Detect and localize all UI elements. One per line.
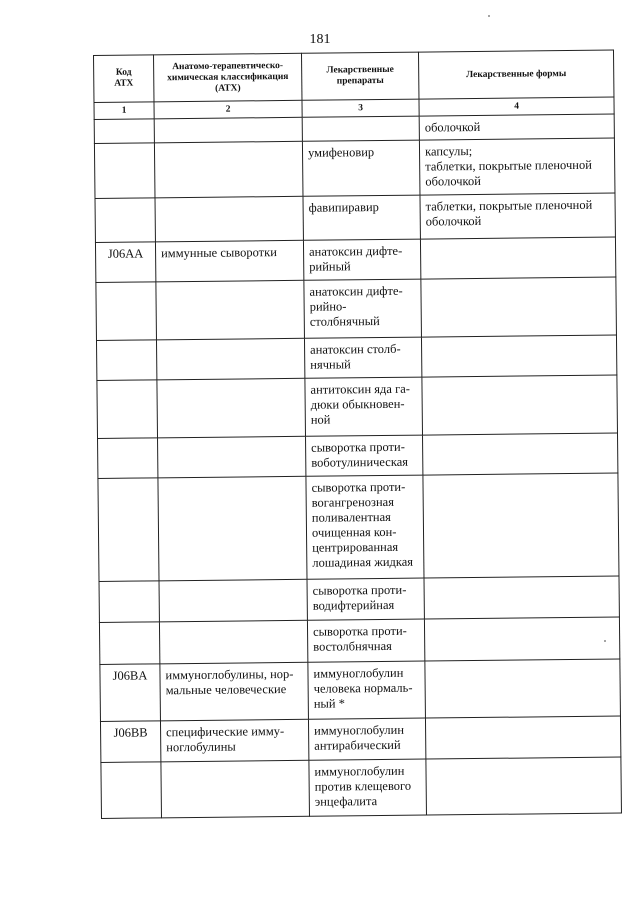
form-cell: капсулы; таблетки, покрытые пленочной оболочкой [419, 138, 615, 195]
form-cell [425, 659, 621, 718]
code-cell: J06AA [95, 242, 155, 283]
drug-cell: умифеновир [302, 140, 420, 196]
column-number: 1 [94, 102, 154, 120]
table-row [96, 335, 616, 380]
drug-cell: сыворотка проти- вогангренозная поливалентная очищенная кон- центрированная лошадиная жидкая [306, 475, 424, 579]
form-cell [420, 237, 615, 279]
code-cell [101, 762, 162, 819]
drug-cell: иммуноглобулин против клещевого энцефалита [309, 759, 427, 816]
form-cell [422, 375, 618, 435]
classification-cell [155, 196, 303, 242]
code-cell [98, 438, 158, 479]
column-number: 3 [302, 99, 419, 117]
code-cell [95, 198, 155, 243]
form-cell: таблетки, покрытые пленочной оболочкой [420, 193, 615, 239]
classification-cell [154, 141, 303, 198]
table-body [94, 114, 621, 818]
table-row [95, 237, 615, 282]
classification-cell: специфические имму- ноглобулины [160, 719, 308, 762]
form-cell [423, 473, 619, 578]
drug-cell: сыворотка проти- воботулиническая [306, 435, 423, 476]
classification-cell [159, 579, 307, 622]
classification-cell: иммуноглобулины, нор- мальные человеческие [160, 662, 309, 721]
code-cell [96, 340, 156, 381]
classification-cell [156, 280, 305, 340]
form-cell: оболочкой [419, 114, 614, 140]
classification-cell [158, 476, 307, 581]
classification-cell: иммунные сыворотки [155, 240, 303, 282]
code-cell [97, 380, 158, 439]
code-cell [98, 478, 159, 582]
header-classification: Анатомо-терапевтическо- химическая классификация (АТХ) [154, 53, 302, 102]
table-row [98, 433, 618, 478]
drug-cell: фавипиравир [303, 195, 420, 240]
code-cell: J06BA [100, 664, 161, 722]
table-row [101, 757, 622, 818]
scan-speck [488, 15, 490, 17]
scan-speck [604, 640, 606, 642]
drug-cell: иммуноглобулин антирабический [308, 718, 425, 760]
drug-cell: антитоксин яда га- дюки обыкновен- ной [305, 377, 423, 436]
form-cell [424, 576, 619, 619]
table-row [94, 138, 615, 198]
table-row [97, 375, 618, 438]
column-number: 4 [419, 97, 614, 116]
drug-cell: анатоксин дифте- рийный [303, 239, 420, 280]
table-row [99, 576, 619, 622]
classification-cell [161, 760, 310, 818]
atx-table [93, 50, 622, 819]
page-number: 181 [309, 32, 331, 47]
code-cell [99, 622, 159, 665]
drug-cell: анатоксин столб- нячный [304, 337, 421, 378]
code-cell [99, 581, 159, 623]
form-cell [424, 617, 619, 661]
drug-cell: сыворотка проти- водифтерийная [307, 578, 424, 620]
header-code: Код АТХ [94, 55, 154, 103]
form-cell [421, 335, 616, 377]
table-row [95, 193, 615, 242]
drug-cell [302, 116, 419, 141]
code-cell [96, 282, 157, 341]
classification-cell [158, 436, 306, 478]
classification-cell [159, 620, 307, 664]
table-row [100, 659, 621, 721]
form-cell [425, 716, 620, 759]
classification-cell [156, 338, 304, 380]
table-row [99, 617, 619, 664]
header-drugs: Лекарственные препараты [301, 52, 418, 100]
form-cell [422, 433, 617, 475]
table-row [98, 473, 619, 581]
drug-cell: иммуноглобулин человека нормаль- ный * [308, 661, 426, 719]
table-header-row [94, 50, 614, 102]
form-cell [426, 757, 622, 815]
code-cell: J06BB [100, 721, 160, 763]
form-cell [421, 277, 617, 337]
drug-cell: анатоксин дифте- рийно- столбнячный [304, 279, 422, 338]
drug-cell: сыворотка проти- востолбнячная [307, 619, 424, 662]
header-forms: Лекарственные формы [418, 50, 613, 99]
code-cell [94, 143, 155, 199]
table-row [96, 277, 617, 340]
column-number: 2 [154, 100, 302, 119]
classification-cell [157, 378, 306, 438]
table-row [100, 716, 620, 762]
code-cell [94, 119, 154, 144]
classification-cell [154, 117, 302, 143]
